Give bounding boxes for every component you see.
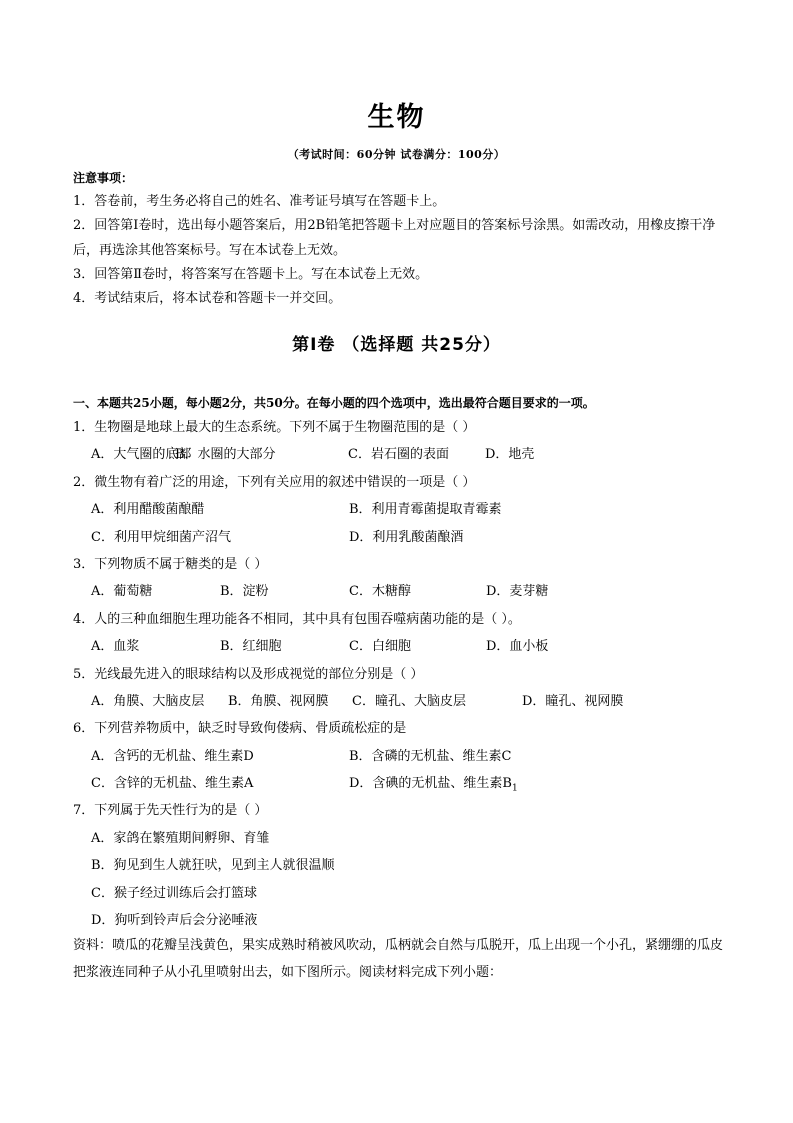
option-row <box>73 743 733 770</box>
option-a: A．血浆 <box>91 639 140 655</box>
section-title: 第Ⅰ卷 （选择题 共25分） <box>292 335 501 355</box>
question-stem: 1．生物圈是地球上最大的生态系统。下列不属于生物圈范围的是（ ） <box>73 420 476 435</box>
option-row <box>73 496 733 523</box>
option-d: D．地壳 <box>485 447 535 463</box>
option-d: D．狗听到铃声后会分泌唾液 <box>91 913 258 929</box>
option-a: A．含钙的无机盐、维生素D <box>91 748 254 764</box>
part-description: 一、本题共25小题，每小题2分，共50分。在每小题的四个选项中，选出最符合题目要求的一项。 <box>73 396 595 410</box>
question-stem: 2．微生物有着广泛的用途，下列有关应用的叙述中错误的一项是（ ） <box>73 474 476 490</box>
exam-subtitle: （考试时间：60分钟 试卷满分：100分） <box>287 148 506 161</box>
option-row <box>73 578 733 605</box>
option-c: C．白细胞 <box>349 639 411 655</box>
question-stem: 5．光线最先进入的眼球结构以及形成视觉的部位分别是（ ） <box>73 666 424 682</box>
note-item: 3．回答第Ⅱ卷时，将答案写在答题卡上。写在本试卷上无效。 <box>73 266 429 282</box>
option-a: A．利用醋酸菌酿醋 <box>91 502 205 518</box>
option-a: A．葡萄糖 <box>91 584 153 600</box>
option-b: B．利用青霉菌提取青霉素 <box>349 502 502 518</box>
note-item: 2．回答第Ⅰ卷时，选出每小题答案后，用2B铅笔把答题卡上对应题目的答案标号涂黑。如需改动，用橡皮擦干净后，再选涂其他答案标号。写在本试卷上无效。 <box>73 218 716 258</box>
option-c: C．瞳孔、大脑皮层 <box>352 693 466 709</box>
option-d: D．瞳孔、视网膜 <box>522 693 624 709</box>
option-c: C．岩石圈的表面 <box>348 447 449 463</box>
question-stem: 7．下列属于先天性行为的是（ ） <box>73 803 268 819</box>
option-d <box>349 770 607 797</box>
option-c: C．猴子经过训练后会打篮球 <box>91 885 257 901</box>
option-d-text: D．含碘的无机盐、维生素B <box>349 776 512 792</box>
option-row <box>73 633 733 660</box>
notes-list <box>73 190 723 311</box>
option-d: D．麦芽糖 <box>486 584 549 600</box>
option-c: C．利用甲烷细菌产沼气 <box>91 529 231 545</box>
option-b: B．角膜、视网膜 <box>228 693 329 709</box>
option-b: B．淀粉 <box>220 584 269 600</box>
option-d: D．血小板 <box>486 639 549 655</box>
option-a: A．角膜、大脑皮层 <box>91 693 205 709</box>
option-d: D．利用乳酸菌酿酒 <box>349 529 464 545</box>
option-b: B．狗见到生人就狂吠，见到主人就很温顺 <box>91 858 335 874</box>
option-b: B．红细胞 <box>220 639 282 655</box>
option-b: B．含磷的无机盐、维生素C <box>349 748 512 764</box>
note-item: 4．考试结束后，将本试卷和答题卡一并交回。 <box>73 291 342 307</box>
question-stem: 4．人的三种血细胞生理功能各不相同，其中具有包围吞噬病菌功能的是（ ）。 <box>73 611 521 627</box>
option-a: A．大气圈的底部 <box>91 447 192 463</box>
option-row <box>73 524 733 551</box>
subscript: 1 <box>511 783 518 794</box>
option-a: A．家鸽在繁殖期间孵卵、育雏 <box>91 830 270 846</box>
question-stem: 6．下列营养物质中，缺乏时导致佝偻病、骨质疏松症的是 <box>73 721 407 737</box>
option-row <box>73 688 733 715</box>
reading-material: 资料：喷瓜的花瓣呈浅黄色，果实成熟时稍被风吹动，瓜柄就会自然与瓜脱开，瓜上出现一个小孔，紧绷绷的瓜皮把浆液连同种子从小孔里喷射出去，如下图所示。阅读材料完成下列小题： <box>73 938 724 980</box>
option-row <box>73 441 733 468</box>
option-row <box>73 770 733 797</box>
notes-heading: 注意事项： <box>73 171 134 185</box>
option-c: C．含锌的无机盐、维生素A <box>91 776 254 792</box>
note-item: 1．答卷前，考生务必将自己的姓名、准考证号填写在答题卡上。 <box>73 194 446 209</box>
question-list <box>73 414 733 934</box>
question-stem: 3．下列物质不属于糖类的是（ ） <box>73 556 268 572</box>
exam-title: 生物 <box>367 102 426 133</box>
option-c: C．木糖醇 <box>349 584 411 600</box>
option-b: B．水圈的大部分 <box>175 447 276 463</box>
